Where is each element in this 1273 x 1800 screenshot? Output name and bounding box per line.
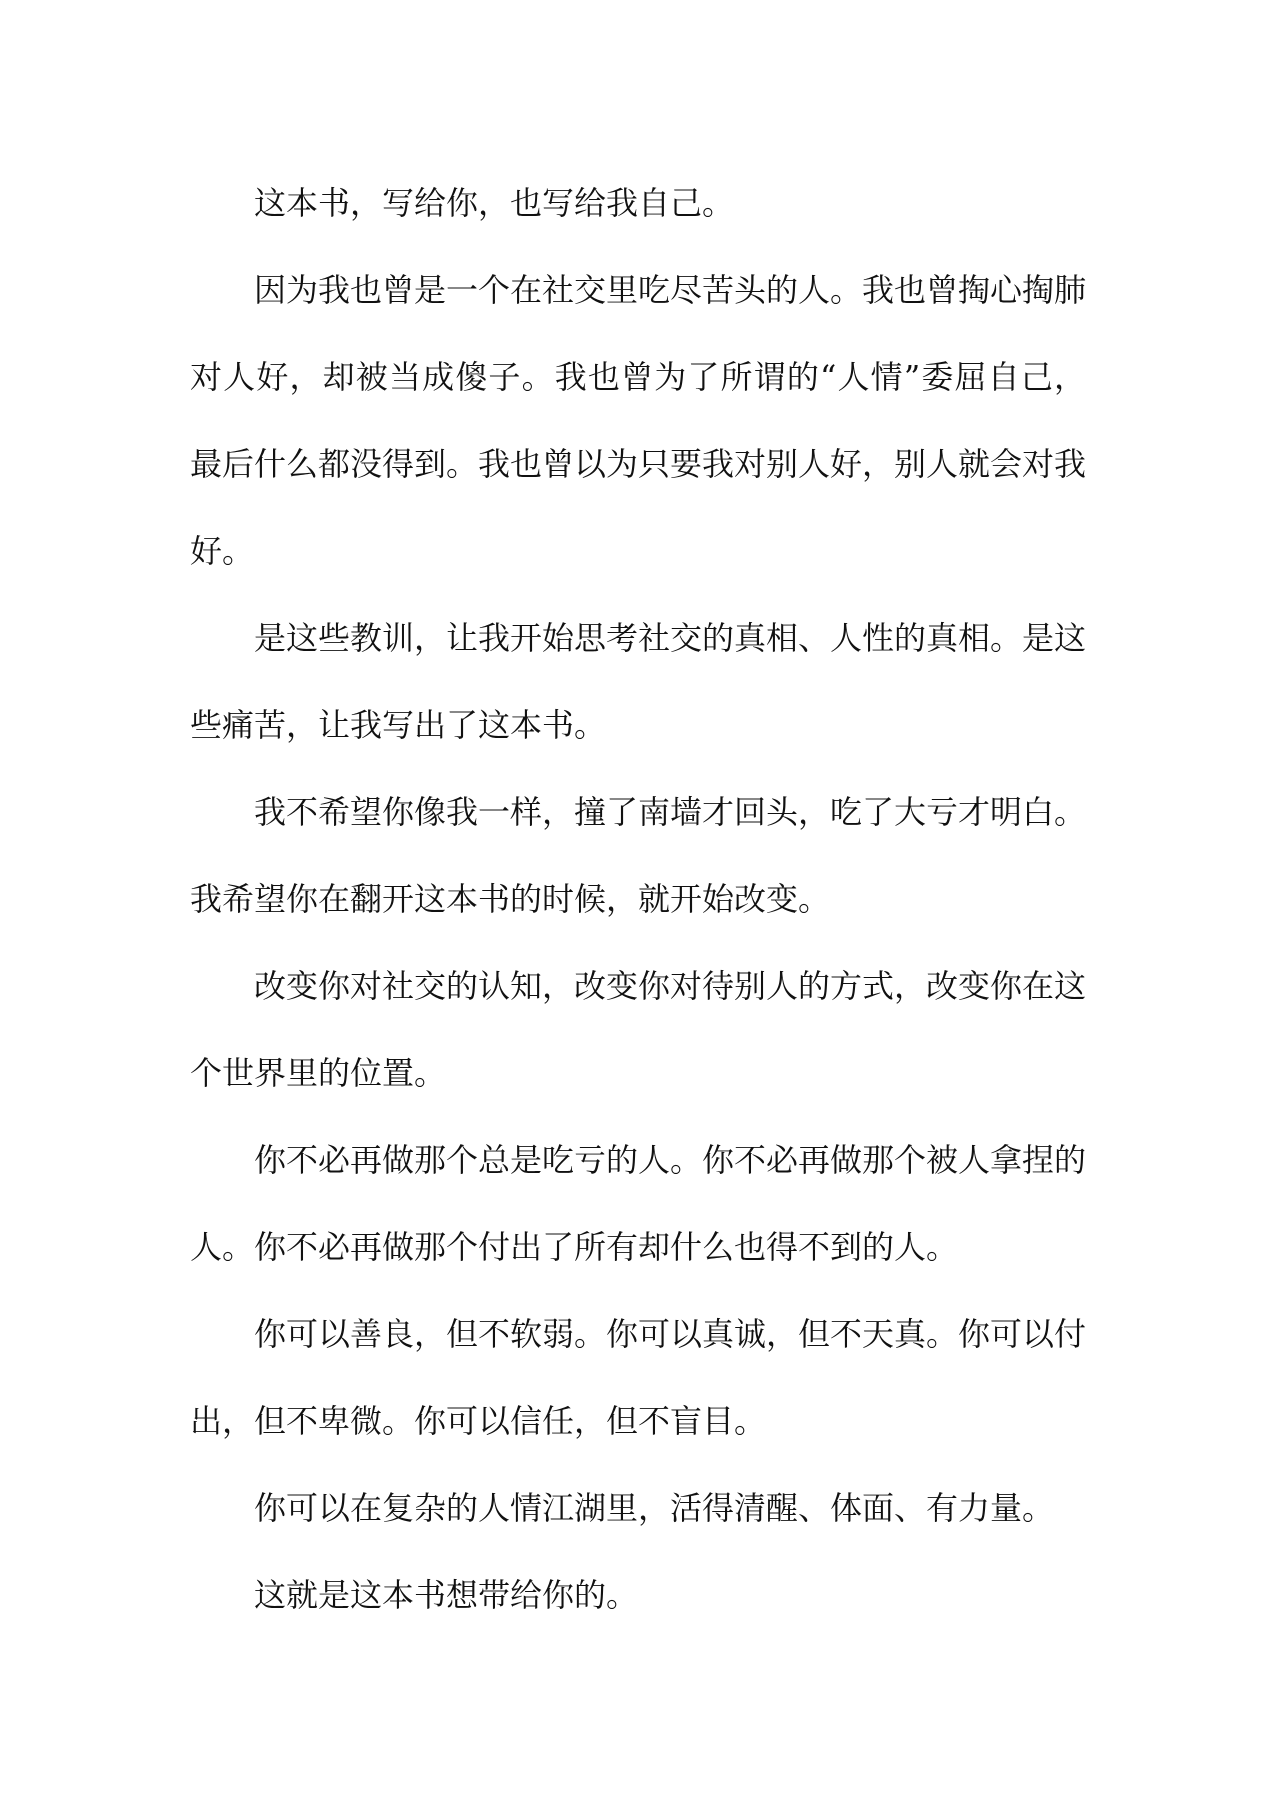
paragraph-1: 这本书，写给你，也写给我自己。 [254,184,735,222]
paragraph-3: 是这些教训，让我开始思考社交的真相、人性的真相。是这些痛苦，让我写出了这本书。 [190,619,1087,744]
paragraph-6: 你不必再做那个总是吃亏的人。你不必再做那个被人拿捏的人。你不必再做那个付出了所有却什么也得不到的人。 [190,1141,1087,1266]
paragraph-5: 改变你对社交的认知，改变你对待别人的方式，改变你在这个世界里的位置。 [190,967,1087,1092]
paragraph-8: 你可以在复杂的人情江湖里，活得清醒、体面、有力量。 [254,1489,1055,1527]
paragraph-9: 这就是这本书想带给你的。 [254,1576,639,1614]
body-text [190,160,1086,1639]
paragraph-2: 因为我也曾是一个在社交里吃尽苦头的人。我也曾掏心掏肺对人好，却被当成傻子。我也曾为了所谓的“人情”委屈自己，最后什么都没得到。我也曾以为只要我对别人好，别人就会对我好。 [190,271,1087,570]
paragraph-4: 我不希望你像我一样，撞了南墙才回头，吃了大亏才明白。我希望你在翻开这本书的时候，就开始改变。 [190,793,1087,918]
paragraph-7: 你可以善良，但不软弱。你可以真诚，但不天真。你可以付出，但不卑微。你可以信任，但不盲目。 [190,1315,1087,1440]
